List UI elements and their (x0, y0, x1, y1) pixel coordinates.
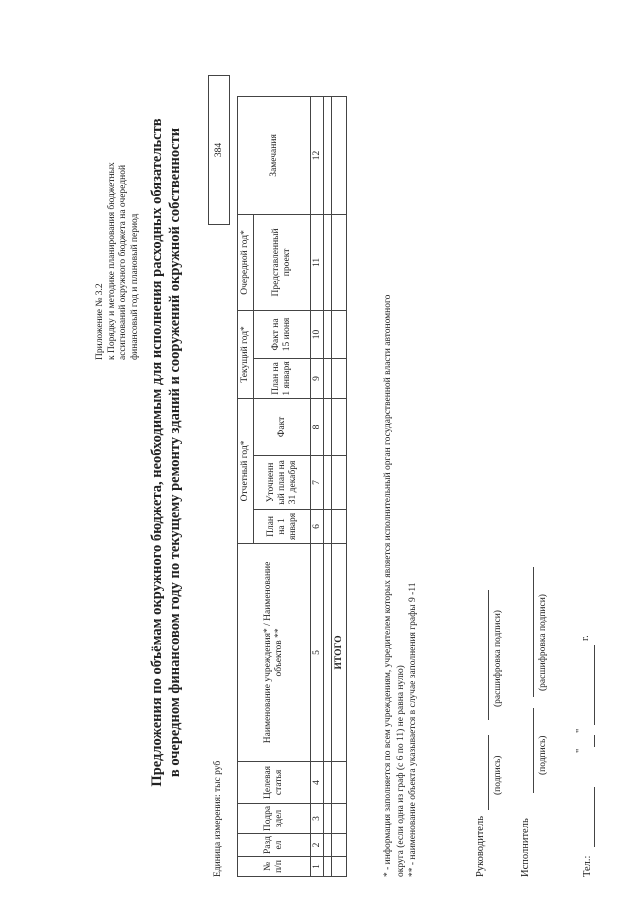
header-group-current-year: Текущий год* (238, 310, 254, 398)
tel-label: Тел.: (582, 855, 593, 877)
table-cell (332, 761, 347, 803)
date-quote-open: " (575, 748, 586, 753)
table-cell (324, 310, 332, 358)
column-number: 2 (311, 834, 324, 857)
document-title (148, 40, 184, 865)
appendix-line: к Порядку и методике планирования бюджетных (106, 162, 117, 360)
header-plan-jan-report: План на 1 января (254, 509, 311, 543)
footnote-line: * - информация заполняется по всем учреждениям, учредителем которых является исполнительный орган государственной власти автономного (383, 294, 393, 877)
table-cell (324, 509, 332, 543)
header-refined-plan: Уточненн ый план на 31 декабря (254, 455, 311, 509)
appendix-line: ассигнований окружного бюджета на очередной (118, 164, 128, 360)
column-number: 3 (311, 803, 324, 833)
executor-signature-line (533, 708, 534, 793)
executor-decoding-line (533, 567, 534, 697)
footnote-line: округа (если одна из граф (с 6 по 11) не равна нулю) (395, 665, 406, 877)
table-cell (324, 455, 332, 509)
column-number: 1 (311, 857, 324, 877)
column-number: 12 (311, 96, 324, 214)
date-day-line (594, 735, 595, 747)
header-podrazdel: Подра здел (238, 803, 311, 833)
column-number: 7 (311, 455, 324, 509)
column-number: 11 (311, 214, 324, 310)
table-cell (324, 358, 332, 398)
column-number: 4 (311, 761, 324, 803)
head-decoding-line (488, 590, 489, 720)
table-cell (324, 543, 332, 761)
table-cell (332, 358, 347, 398)
executor-label: Исполнитель (520, 818, 531, 877)
header-group-report-year: Отчетный год* (238, 398, 254, 543)
header-no: № п/п (238, 857, 311, 877)
appendix-note (95, 30, 141, 360)
column-number: 8 (311, 398, 324, 455)
unit-label: Единица измерения: тыс руб (213, 760, 223, 877)
table-cell (332, 398, 347, 455)
table-cell (324, 214, 332, 310)
head-signature-line (488, 735, 489, 810)
header-remarks: Замечания (238, 96, 311, 214)
header-plan-jan-current: План на 1 января (254, 358, 311, 398)
table-cell (332, 96, 347, 214)
tel-line (594, 787, 595, 847)
appendix-line: Приложение № 3.2 (95, 283, 105, 360)
table-cell (324, 761, 332, 803)
date-month-line (594, 645, 595, 725)
header-target-article: Целевая статья (238, 761, 311, 803)
table-cell (324, 96, 332, 214)
column-number: 6 (311, 509, 324, 543)
table-cell (332, 310, 347, 358)
table-row (324, 96, 332, 876)
column-number: 10 (311, 310, 324, 358)
code-box: 384 (208, 75, 230, 225)
column-number: 5 (311, 543, 324, 761)
table-header-row (238, 96, 254, 876)
table-cell (332, 803, 347, 833)
executor-signature-caption: (подпись) (538, 735, 548, 775)
column-number: 9 (311, 358, 324, 398)
executor-decoding-caption: (расшифровка подписи) (538, 594, 548, 691)
table-cell (332, 455, 347, 509)
table-cell (332, 857, 347, 877)
column-number-row (311, 96, 324, 876)
header-submitted-project: Представленный проект (254, 214, 311, 310)
table-cell (324, 398, 332, 455)
date-quote-close: " (575, 728, 586, 733)
table-cell (332, 834, 347, 857)
header-name: Наименование учреждения* / Наименование объектов ** (238, 543, 311, 761)
head-signature-caption: (подпись) (493, 755, 503, 795)
footnote-line: ** - наименование объекта указывается в случае заполнения графы 9 -11 (408, 582, 418, 877)
title-line: в очередном финансовом году по текущему ремонту зданий и сооружений окружной собственности (167, 127, 183, 778)
year-suffix: г. (580, 635, 591, 641)
head-decoding-caption: (расшифровка подписи) (493, 610, 503, 707)
table-cell (324, 803, 332, 833)
appendix-line: финансовый год и плановый период (129, 213, 140, 360)
header-fact: Факт (254, 398, 311, 455)
table-cell (324, 857, 332, 877)
head-label: Руководитель (475, 816, 486, 877)
header-razdel: Разд ел (238, 834, 311, 857)
table-cell (332, 509, 347, 543)
total-label: ИТОГО (332, 543, 347, 761)
table-cell (332, 214, 347, 310)
table-cell (324, 834, 332, 857)
total-row (332, 96, 347, 876)
footnotes (382, 27, 420, 877)
header-fact-june: Факт на 15 июня (254, 310, 311, 358)
title-line: Предложения по объёмам окружного бюджета, необходимым для исполнения расходных обязательств (149, 118, 165, 787)
budget-table (237, 96, 347, 877)
header-group-next-year: Очередной год* (238, 214, 254, 310)
